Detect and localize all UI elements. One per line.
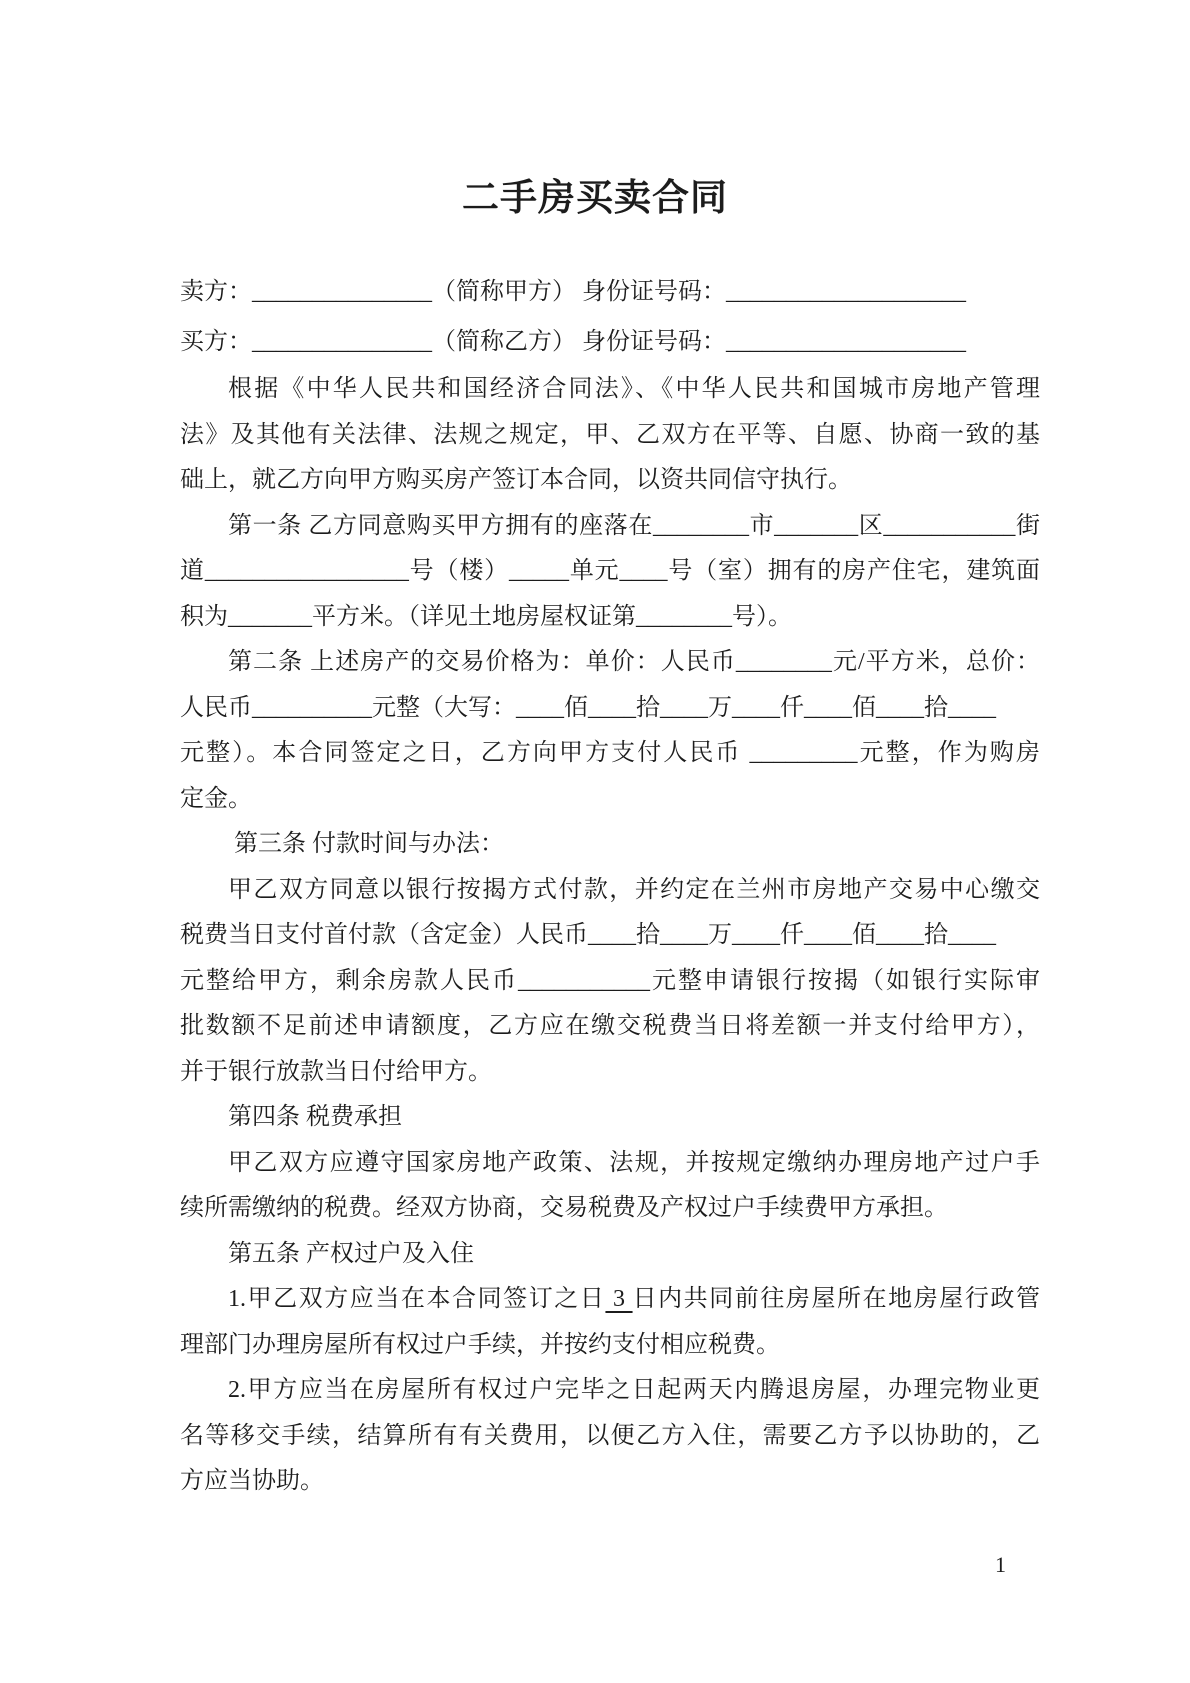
line-text: 根据《中华人民共和国经济合同法》、《中华人民共和国城市房地产管理 <box>228 376 1040 402</box>
party-seller-line <box>180 267 1040 317</box>
line-text: 买方：_______________（简称乙方） 身份证号码：____________________ <box>180 329 966 355</box>
line-text: 方应当协助。 <box>180 1468 324 1494</box>
line-text: 第三条 付款时间与办法： <box>228 831 504 857</box>
preamble-line-1 <box>180 367 1040 413</box>
clause-1-line-2 <box>180 549 1040 595</box>
line-text: 续所需缴纳的税费。经双方协商，交易税费及产权过户手续费甲方承担。 <box>180 1195 948 1221</box>
line-text: 1.甲乙双方应当在本合同签订之日 <box>228 1286 606 1312</box>
clause-5-heading <box>180 1232 1040 1278</box>
line-text: 础上，就乙方向甲方购买房产签订本合同，以资共同信守执行。 <box>180 467 852 493</box>
clause-2-line-3 <box>180 731 1040 777</box>
page-number: 1 <box>995 1552 1006 1577</box>
clause-3-line-3 <box>180 959 1040 1005</box>
clause-1-line-1 <box>180 504 1040 550</box>
clause-4-line-1 <box>180 1141 1040 1187</box>
clause-2-line-4 <box>180 777 1040 823</box>
clause-5-item-2-line-1 <box>180 1368 1040 1414</box>
clause-1-line-3 <box>180 595 1040 641</box>
line-text: 元整）。本合同签定之日，乙方向甲方支付人民币 _________元整，作为购房 <box>180 740 1040 766</box>
line-text: 并于银行放款当日付给甲方。 <box>180 1058 492 1085</box>
clause-5-item-2-line-3 <box>180 1459 1040 1505</box>
clause-3-line-5 <box>180 1050 1040 1096</box>
line-text: 定金。 <box>180 785 252 812</box>
line-text: 名等移交手续，结算所有有关费用，以便乙方入住，需要乙方予以协助的，乙 <box>180 1422 1040 1449</box>
clause-3-line-2 <box>180 913 1040 959</box>
preamble-line-2 <box>180 413 1040 459</box>
line-text: 第四条 税费承担 <box>228 1104 402 1130</box>
clause-3-heading <box>180 822 1040 868</box>
line-text: 道_________________号（楼）_____单元____号（室）拥有的房产住宅，建筑面 <box>180 558 1040 584</box>
line-text: 第五条 产权过户及入住 <box>228 1240 474 1267</box>
line-text: 人民币__________元整（大写：____佰____拾____万____仟____佰____拾____ <box>180 694 996 721</box>
filled-in-value: 3 <box>605 1286 633 1312</box>
line-text: 第二条 上述房产的交易价格为：单价：人民币________元/平方米，总价： <box>228 649 1040 675</box>
line-text: 第一条 乙方同意购买甲方拥有的座落在________市_______区___________街 <box>228 512 1040 539</box>
clause-3-line-4 <box>180 1004 1040 1050</box>
clause-5-item-1-line-2 <box>180 1323 1040 1369</box>
contract-body <box>180 267 1040 1505</box>
clause-3-line-1 <box>180 868 1040 914</box>
line-text: 积为_______平方米。（详见土地房屋权证第________号）。 <box>180 603 792 630</box>
line-text: 2.甲方应当在房屋所有权过户完毕之日起两天内腾退房屋，办理完物业更 <box>228 1377 1040 1403</box>
clause-5-item-1-line-1 <box>180 1277 1040 1323</box>
page-title: 二手房买卖合同 <box>462 177 728 218</box>
party-buyer-line <box>180 317 1040 367</box>
clause-4-line-2 <box>180 1186 1040 1232</box>
preamble-line-3 <box>180 458 1040 504</box>
line-text: 卖方：_______________（简称甲方） 身份证号码：____________________ <box>180 279 966 305</box>
line-text: 日内共同前往房屋所在地房屋行政管 <box>632 1286 1040 1312</box>
clause-4-heading <box>180 1095 1040 1141</box>
clause-2-line-1 <box>180 640 1040 686</box>
line-text: 批数额不足前述申请额度，乙方应在缴交税费当日将差额一并支付给甲方）， <box>180 1013 1040 1039</box>
line-text: 理部门办理房屋所有权过户手续，并按约支付相应税费。 <box>180 1331 780 1358</box>
clause-5-item-2-line-2 <box>180 1414 1040 1460</box>
line-text: 甲乙双方应遵守国家房地产政策、法规，并按规定缴纳办理房地产过户手 <box>228 1149 1040 1176</box>
line-text: 元整给甲方，剩余房款人民币___________元整申请银行按揭（如银行实际审 <box>180 967 1040 994</box>
line-text: 税费当日支付首付款（含定金）人民币____拾____万____仟____佰____拾____ <box>180 922 996 948</box>
line-text: 法》及其他有关法律、法规之规定，甲、乙双方在平等、自愿、协商一致的基 <box>180 421 1040 448</box>
line-text: 甲乙双方同意以银行按揭方式付款，并约定在兰州市房地产交易中心缴交 <box>228 876 1040 903</box>
clause-2-line-2 <box>180 686 1040 732</box>
